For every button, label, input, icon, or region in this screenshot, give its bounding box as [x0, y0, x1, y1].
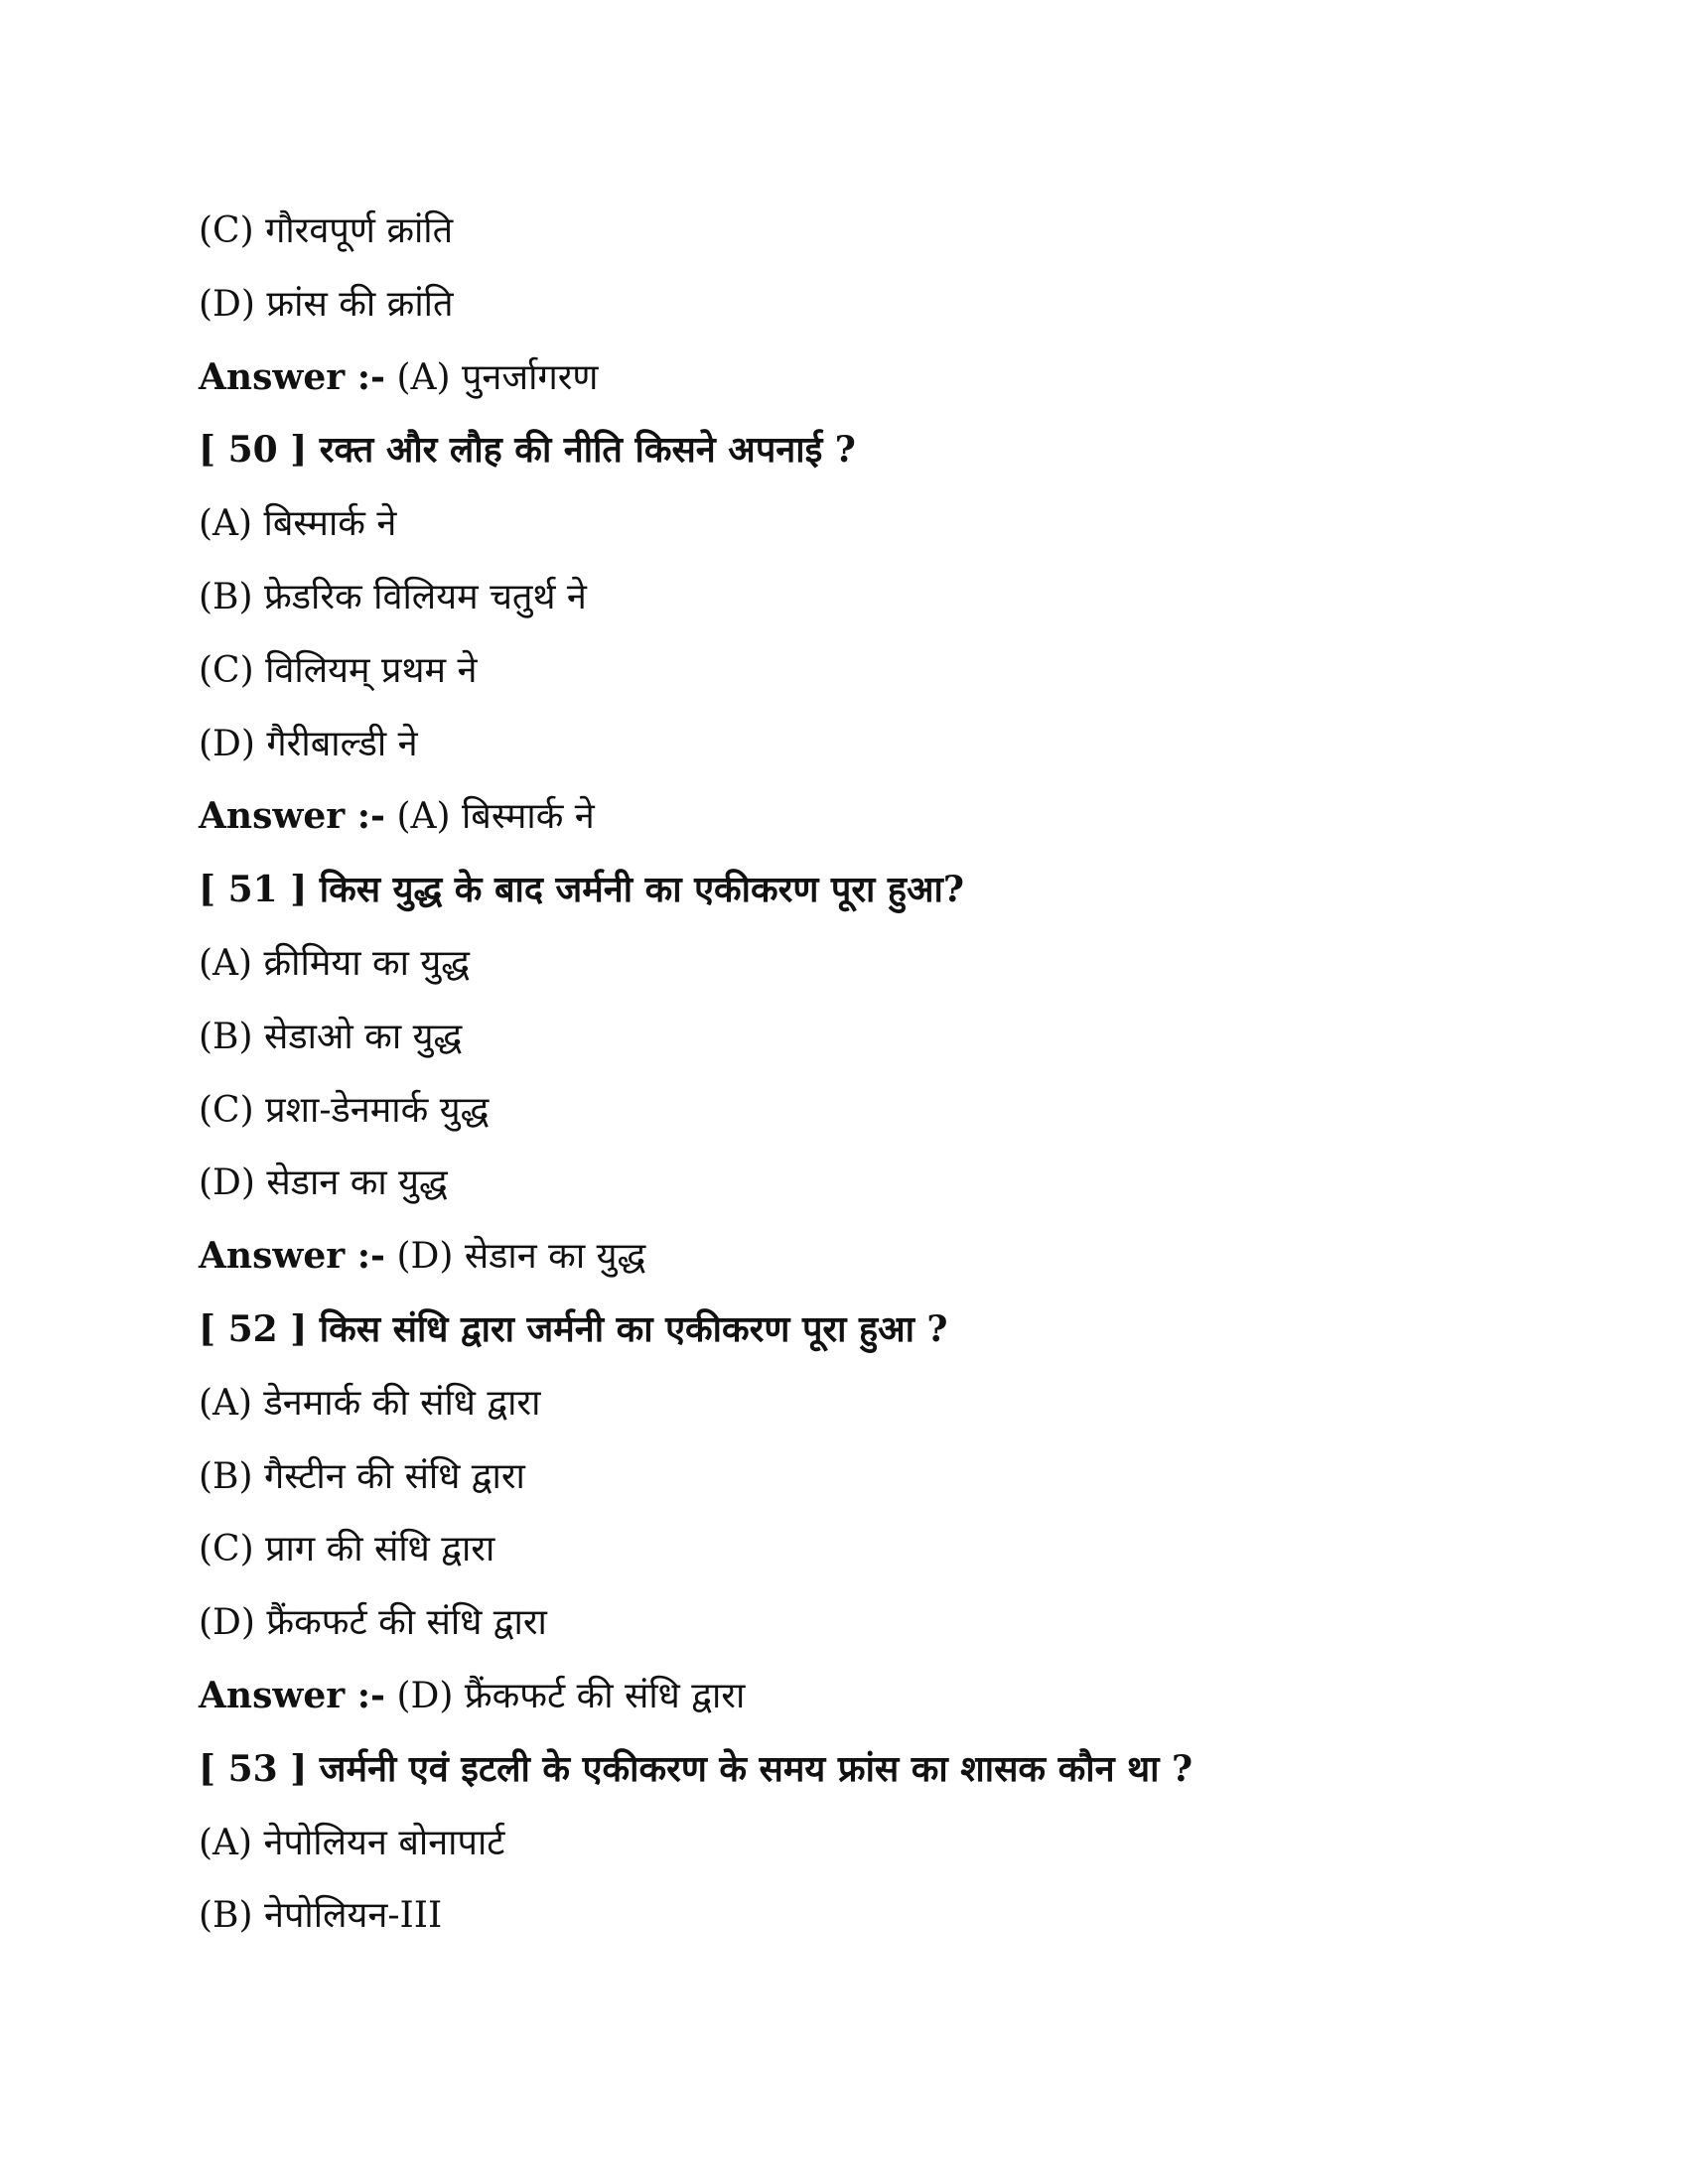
option-line: (D) गैरीबाल्डी ने [199, 723, 418, 764]
question-52: [ 52 ] किस संधि द्वारा जर्मनी का एकीकरण पूरा हुआ ? [199, 1307, 948, 1350]
option-line: (B) गैस्टीन की संधि द्वारा [199, 1455, 525, 1497]
answer-line [199, 341, 1509, 415]
option-line: (B) नेपोलियन-III [199, 1895, 443, 1937]
answer-label: Answer :- [199, 355, 385, 398]
option-line: (C) विलियम् प्रथम ने [199, 649, 478, 691]
answer-line [199, 1660, 1509, 1733]
question-50: [ 50 ] रक्त और लौह की नीति किसने अपनाई ? [199, 429, 856, 472]
answer-label: Answer :- [199, 795, 385, 838]
option-line: (D) फ्रैंकफर्ट की संधि द्वारा [199, 1602, 547, 1644]
answer-text: (A) पुनर्जागरण [385, 356, 599, 398]
option-line: (A) डेनमार्क की संधि द्वारा [199, 1382, 541, 1424]
question-51: [ 51 ] किस युद्ध के बाद जर्मनी का एकीकरण पूरा हुआ? [199, 869, 964, 911]
option-line: (A) बिस्मार्क ने [199, 503, 397, 545]
option-line: (B) फ्रेडरिक विलियम चतुर्थ ने [199, 576, 587, 617]
answer-text: (A) बिस्मार्क ने [385, 796, 595, 838]
answer-text: (D) फ्रैंकफर्ट की संधि द्वारा [385, 1675, 746, 1716]
option-line: (C) प्राग की संधि द्वारा [199, 1529, 495, 1570]
option-line: (A) क्रीमिया का युद्ध [199, 942, 471, 984]
answer-line [199, 780, 1509, 854]
question-53: [ 53 ] जर्मनी एवं इटली के एकीकरण के समय फ्रांस का शासक कौन था ? [199, 1747, 1194, 1790]
option-line: (A) नेपोलियन बोनापार्ट [199, 1822, 505, 1863]
option-line: (C) प्रशा-डेनमार्क युद्ध [199, 1089, 490, 1131]
option-line: (D) सेडान का युद्ध [199, 1162, 448, 1204]
quiz-content [199, 195, 1509, 1953]
option-line: (D) फ्रांस की क्रांति [199, 283, 454, 325]
answer-line [199, 1220, 1509, 1294]
answer-label: Answer :- [199, 1674, 385, 1716]
answer-text: (D) सेडान का युद्ध [385, 1236, 646, 1278]
option-line: (B) सेडाओ का युद्ध [199, 1016, 463, 1057]
option-line: (C) गौरवपूर्ण क्रांति [199, 210, 454, 251]
answer-label: Answer :- [199, 1235, 385, 1278]
